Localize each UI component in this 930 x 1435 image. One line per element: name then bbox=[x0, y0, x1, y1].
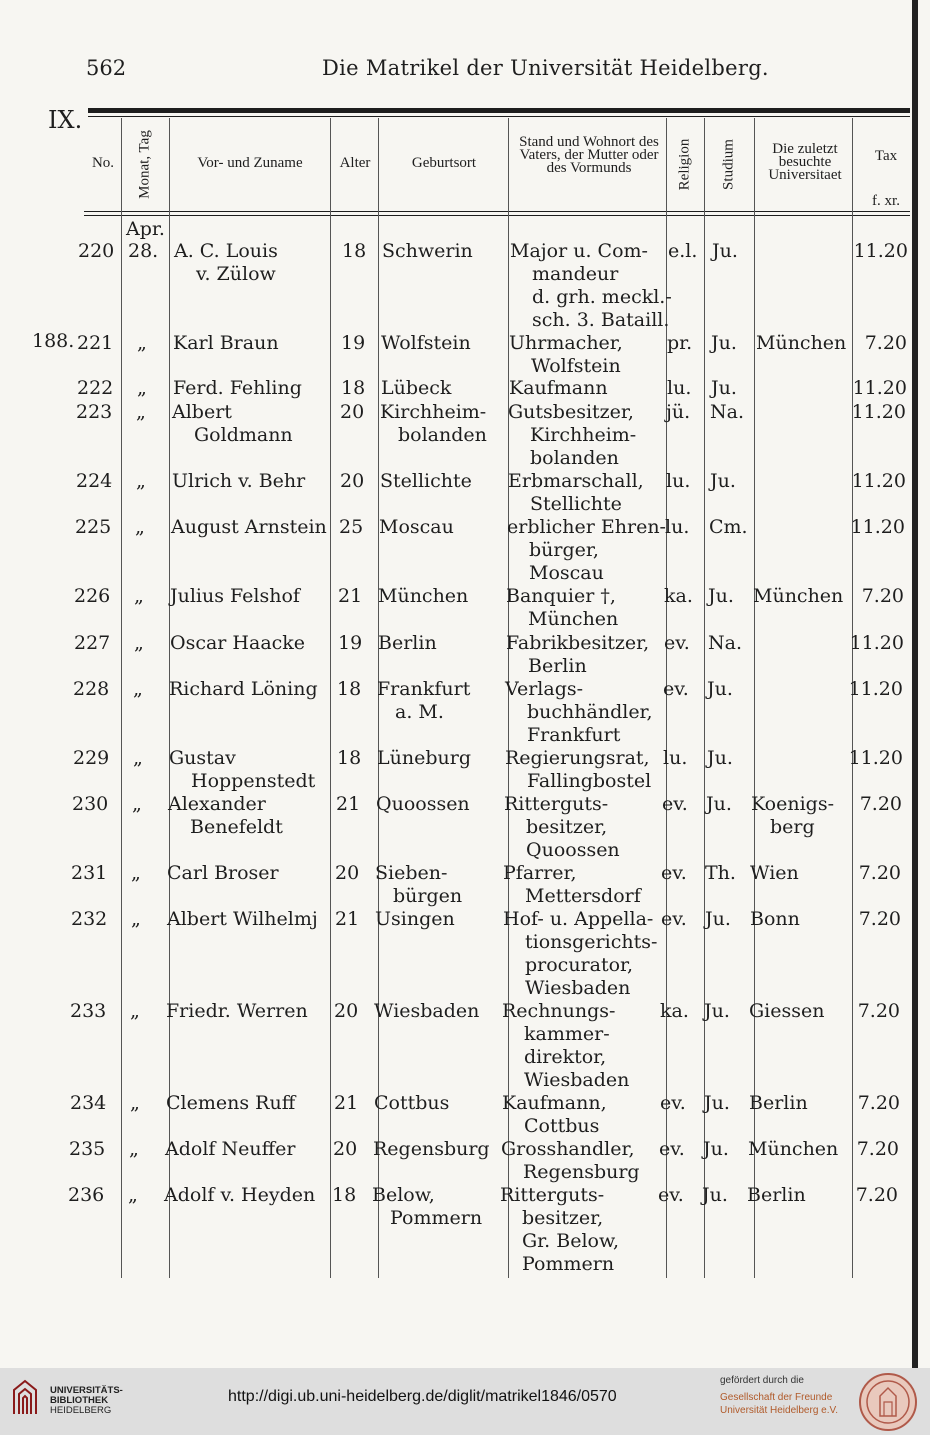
entry-name: Benefeldt bbox=[190, 816, 283, 838]
top-rule bbox=[88, 108, 910, 113]
entry-age: 20 bbox=[333, 1138, 358, 1160]
entry-number: 223 bbox=[76, 401, 113, 423]
entry-study: Th. bbox=[705, 862, 736, 884]
entry-age: 25 bbox=[339, 516, 364, 538]
entry-study: Na. bbox=[708, 632, 742, 654]
entry-number: 226 bbox=[74, 585, 111, 607]
entry-name: Goldmann bbox=[194, 424, 293, 446]
entry-last-university: Berlin bbox=[747, 1184, 806, 1206]
entry-number: 228 bbox=[73, 678, 110, 700]
header-rule-thin bbox=[84, 215, 910, 216]
entry-number: 235 bbox=[69, 1138, 106, 1160]
entry-parent-status: München bbox=[528, 608, 619, 630]
entry-parent-status: Cottbus bbox=[524, 1115, 600, 1137]
entry-age: 18 bbox=[342, 240, 367, 262]
entry-parent-status: Kaufmann bbox=[509, 377, 608, 399]
entry-study: Ju. bbox=[702, 1184, 728, 1206]
entry-study: Ju. bbox=[704, 1092, 730, 1114]
entry-parent-status: erblicher Ehren- bbox=[507, 516, 666, 538]
entry-parent-status: Stellichte bbox=[530, 493, 622, 515]
entry-tax: 11.20 bbox=[849, 632, 904, 654]
entry-birthplace: Berlin bbox=[378, 632, 437, 654]
month-label: Apr. bbox=[126, 218, 165, 240]
header-status: Stand und Wohnort des Vaters, der Mutter oder des Vormunds bbox=[519, 134, 659, 176]
entry-tax: 11.20 bbox=[852, 377, 907, 399]
header-name: Vor- und Zuname bbox=[197, 155, 303, 171]
entry-number: 236 bbox=[68, 1184, 105, 1206]
entry-day: „ bbox=[129, 1138, 139, 1160]
entry-age: 20 bbox=[340, 401, 365, 423]
entry-study: Ju. bbox=[712, 240, 738, 262]
library-name-line: BIBLIOTHEK bbox=[50, 1395, 109, 1406]
entry-parent-status: Mettersdorf bbox=[525, 885, 641, 907]
entry-day: „ bbox=[131, 862, 141, 884]
entry-tax: 11.20 bbox=[853, 240, 908, 262]
entry-parent-status: Verlags- bbox=[505, 678, 584, 700]
entry-religion: ka. bbox=[660, 1000, 689, 1022]
sponsor-org-line: Universität Heidelberg e.V. bbox=[720, 1405, 839, 1416]
entry-parent-status: tionsgerichts- bbox=[525, 931, 658, 953]
entry-number: 227 bbox=[74, 632, 111, 654]
entry-parent-status: Wiesbaden bbox=[525, 977, 631, 999]
entry-birthplace: a. M. bbox=[395, 701, 444, 723]
entry-parent-status: d. grh. meckl.- bbox=[532, 286, 672, 308]
entry-parent-status: besitzer, bbox=[522, 1207, 604, 1229]
entry-study: Ju. bbox=[711, 377, 737, 399]
entry-number: 220 bbox=[78, 240, 115, 262]
entry-birthplace: bolanden bbox=[398, 424, 487, 446]
entry-religion: lu. bbox=[667, 377, 692, 399]
entry-parent-status: Regensburg bbox=[523, 1161, 640, 1183]
entry-birthplace: Quoossen bbox=[376, 793, 470, 815]
entry-religion: pr. bbox=[667, 332, 693, 354]
entry-tax: 7.20 bbox=[859, 793, 902, 815]
sponsor-org-line: Gesellschaft der Freunde bbox=[720, 1392, 833, 1403]
entry-birthplace: Lübeck bbox=[381, 377, 452, 399]
entry-number: 231 bbox=[71, 862, 108, 884]
entry-tax: 7.20 bbox=[858, 862, 901, 884]
entry-age: 19 bbox=[338, 632, 363, 654]
header-no: No. bbox=[91, 155, 115, 171]
entry-day: „ bbox=[133, 678, 143, 700]
entry-religion: ka. bbox=[664, 585, 693, 607]
entry-tax: 7.20 bbox=[858, 908, 901, 930]
entry-age: 21 bbox=[334, 1092, 359, 1114]
entry-day: „ bbox=[136, 470, 146, 492]
header-study: Studium bbox=[720, 139, 737, 190]
entry-birthplace: Wiesbaden bbox=[374, 1000, 480, 1022]
entry-name: Ulrich v. Behr bbox=[172, 470, 306, 492]
entry-number: 229 bbox=[73, 747, 110, 769]
header-religion: Religion bbox=[676, 138, 693, 191]
entry-parent-status: bürger, bbox=[529, 539, 599, 561]
entry-number: 225 bbox=[75, 516, 112, 538]
margin-note: 188. bbox=[32, 330, 75, 352]
entry-age: 18 bbox=[337, 747, 362, 769]
entry-religion: ev. bbox=[662, 793, 688, 815]
entry-study: Na. bbox=[710, 401, 744, 423]
entry-last-university: Wien bbox=[750, 862, 799, 884]
entry-tax: 7.20 bbox=[855, 1184, 898, 1206]
column-divider bbox=[330, 118, 331, 1278]
entry-day: 28. bbox=[128, 240, 159, 262]
entry-religion: ev. bbox=[661, 862, 687, 884]
entry-parent-status: Gr. Below, bbox=[522, 1230, 620, 1252]
entry-parent-status: besitzer, bbox=[526, 816, 608, 838]
library-name-line: UNIVERSITÄTS- bbox=[50, 1385, 123, 1396]
entry-number: 234 bbox=[70, 1092, 107, 1114]
entry-study: Ju. bbox=[707, 678, 733, 700]
entry-name: Friedr. Werren bbox=[166, 1000, 308, 1022]
entry-religion: e.l. bbox=[668, 240, 698, 262]
entry-study: Ju. bbox=[703, 1138, 729, 1160]
entry-name: Richard Löning bbox=[169, 678, 318, 700]
top-rule-thin bbox=[88, 116, 910, 117]
page-number: 562 bbox=[86, 56, 127, 80]
entry-day: „ bbox=[130, 1000, 140, 1022]
entry-study: Ju. bbox=[707, 747, 733, 769]
entry-last-university: München bbox=[748, 1138, 839, 1160]
entry-name: Albert bbox=[172, 401, 232, 423]
entry-study: Ju. bbox=[704, 1000, 730, 1022]
entry-tax: 11.20 bbox=[851, 470, 906, 492]
entry-name: Adolf Neuffer bbox=[165, 1138, 296, 1160]
entry-last-university: Koenigs- bbox=[751, 793, 835, 815]
entry-parent-status: Ritterguts- bbox=[504, 793, 609, 815]
entry-parent-status: Erbmarschall, bbox=[508, 470, 644, 492]
entry-number: 233 bbox=[70, 1000, 107, 1022]
entry-study: Ju. bbox=[710, 470, 736, 492]
entry-day: „ bbox=[137, 332, 147, 354]
entry-name: August Arnstein bbox=[171, 516, 327, 538]
entry-birthplace: Wolfstein bbox=[381, 332, 471, 354]
entry-parent-status: Quoossen bbox=[526, 839, 620, 861]
entry-parent-status: Major u. Com- bbox=[510, 240, 648, 262]
entry-parent-status: direktor, bbox=[524, 1046, 607, 1068]
entry-religion: ev. bbox=[659, 1138, 685, 1160]
entry-parent-status: Uhrmacher, bbox=[509, 332, 623, 354]
entry-name: Ferd. Fehling bbox=[173, 377, 302, 399]
entry-birthplace: Kirchheim- bbox=[380, 401, 487, 423]
entry-last-university: Giessen bbox=[749, 1000, 825, 1022]
entry-name: v. Zülow bbox=[196, 263, 276, 285]
section-marker: IX. bbox=[48, 106, 83, 134]
entry-parent-status: mandeur bbox=[532, 263, 619, 285]
entry-parent-status: Gutsbesitzer, bbox=[508, 401, 634, 423]
entry-age: 21 bbox=[338, 585, 363, 607]
entry-parent-status: procurator, bbox=[525, 954, 634, 976]
entry-day: „ bbox=[133, 747, 143, 769]
entry-age: 21 bbox=[336, 793, 361, 815]
entry-birthplace: Cottbus bbox=[374, 1092, 450, 1114]
sponsor-label: gefördert durch die bbox=[720, 1375, 804, 1386]
entry-parent-status: Fabrikbesitzer, bbox=[506, 632, 650, 654]
entry-parent-status: Regierungsrat, bbox=[505, 747, 650, 769]
entry-religion: ev. bbox=[658, 1184, 684, 1206]
entry-birthplace: Regensburg bbox=[373, 1138, 490, 1160]
entry-name: Alexander bbox=[168, 793, 266, 815]
entry-religion: lu. bbox=[665, 516, 690, 538]
header-age: Alter bbox=[339, 155, 371, 171]
entry-number: 232 bbox=[71, 908, 108, 930]
entry-study: Cm. bbox=[709, 516, 748, 538]
entry-parent-status: bolanden bbox=[530, 447, 619, 469]
entry-last-university: berg bbox=[770, 816, 815, 838]
entry-age: 20 bbox=[334, 1000, 359, 1022]
entry-number: 224 bbox=[76, 470, 113, 492]
entry-tax: 7.20 bbox=[861, 585, 904, 607]
entry-day: „ bbox=[131, 908, 141, 930]
entry-tax: 7.20 bbox=[857, 1000, 900, 1022]
entry-last-university: Bonn bbox=[750, 908, 800, 930]
entry-name: Adolf v. Heyden bbox=[164, 1184, 316, 1206]
entry-parent-status: kammer- bbox=[524, 1023, 610, 1045]
sponsor-block bbox=[720, 1374, 838, 1417]
entry-parent-status: buchhändler, bbox=[527, 701, 653, 723]
university-seal-icon bbox=[858, 1372, 918, 1432]
entry-religion: ev. bbox=[664, 632, 690, 654]
entry-age: 21 bbox=[335, 908, 360, 930]
entry-religion: lu. bbox=[666, 470, 691, 492]
entry-birthplace: München bbox=[378, 585, 469, 607]
entry-religion: ev. bbox=[663, 678, 689, 700]
entry-parent-status: Frankfurt bbox=[527, 724, 621, 746]
entry-birthplace: Pommern bbox=[390, 1207, 483, 1229]
entry-religion: ev. bbox=[661, 908, 687, 930]
column-divider bbox=[121, 118, 122, 1278]
entry-number: 230 bbox=[72, 793, 109, 815]
entry-study: Ju. bbox=[711, 332, 737, 354]
entry-parent-status: Hof- u. Appella- bbox=[503, 908, 654, 930]
entry-birthplace: bürgen bbox=[393, 885, 463, 907]
entry-day: „ bbox=[134, 585, 144, 607]
entry-tax: 7.20 bbox=[864, 332, 907, 354]
entry-parent-status: Ritterguts- bbox=[500, 1184, 605, 1206]
entry-day: „ bbox=[132, 793, 142, 815]
header-birthplace: Geburtsort bbox=[411, 155, 477, 171]
entry-tax: 7.20 bbox=[857, 1092, 900, 1114]
entry-religion: lu. bbox=[663, 747, 688, 769]
entry-age: 18 bbox=[332, 1184, 357, 1206]
entry-parent-status: Rechnungs- bbox=[502, 1000, 616, 1022]
entry-parent-status: Banquier †, bbox=[506, 585, 616, 607]
entry-name: Karl Braun bbox=[173, 332, 279, 354]
entry-tax: 7.20 bbox=[856, 1138, 899, 1160]
entry-day: „ bbox=[137, 377, 147, 399]
header-tax-unit: f. xr. bbox=[872, 193, 900, 209]
entry-last-university: München bbox=[756, 332, 847, 354]
entry-day: „ bbox=[136, 401, 146, 423]
entry-last-university: München bbox=[753, 585, 844, 607]
entry-tax: 11.20 bbox=[851, 401, 906, 423]
entry-parent-status: Kirchheim- bbox=[530, 424, 637, 446]
entry-name: Clemens Ruff bbox=[166, 1092, 296, 1114]
entry-number: 221 bbox=[77, 332, 114, 354]
header-month-day: Monat, Tag bbox=[136, 130, 153, 199]
entry-birthplace: Lüneburg bbox=[377, 747, 471, 769]
header-rule bbox=[84, 211, 910, 212]
entry-study: Ju. bbox=[705, 908, 731, 930]
entry-birthplace: Sieben- bbox=[375, 862, 448, 884]
entry-birthplace: Below, bbox=[372, 1184, 435, 1206]
entry-name: Albert Wilhelmj bbox=[167, 908, 318, 930]
entry-birthplace: Schwerin bbox=[382, 240, 473, 262]
library-name bbox=[50, 1386, 123, 1416]
entry-tax: 11.20 bbox=[850, 516, 905, 538]
entry-age: 20 bbox=[335, 862, 360, 884]
entry-parent-status: Wiesbaden bbox=[524, 1069, 630, 1091]
entry-religion: ev. bbox=[660, 1092, 686, 1114]
entry-day: „ bbox=[128, 1184, 138, 1206]
entry-age: 19 bbox=[341, 332, 366, 354]
entry-name: A. C. Louis bbox=[174, 240, 278, 262]
header-last-university: Die zuletzt besuchte Universitaet bbox=[768, 141, 842, 183]
source-url[interactable]: http://digi.ub.uni-heidelberg.de/diglit/matrikel1846/0570 bbox=[228, 1388, 617, 1405]
entry-parent-status: Grosshandler, bbox=[501, 1138, 635, 1160]
entry-number: 222 bbox=[77, 377, 114, 399]
entry-name: Oscar Haacke bbox=[170, 632, 306, 654]
entry-parent-status: sch. 3. Bataill. bbox=[532, 309, 670, 331]
entry-age: 18 bbox=[341, 377, 366, 399]
entry-parent-status: Pommern bbox=[522, 1253, 615, 1275]
entry-parent-status: Kaufmann, bbox=[502, 1092, 607, 1114]
entry-study: Ju. bbox=[706, 793, 732, 815]
entry-birthplace: Frankfurt bbox=[377, 678, 471, 700]
entry-parent-status: Wolfstein bbox=[531, 355, 621, 377]
entry-parent-status: Moscau bbox=[529, 562, 604, 584]
entry-birthplace: Usingen bbox=[375, 908, 455, 930]
entry-name: Hoppenstedt bbox=[191, 770, 316, 792]
entry-study: Ju. bbox=[708, 585, 734, 607]
entry-birthplace: Moscau bbox=[379, 516, 454, 538]
entry-parent-status: Pfarrer, bbox=[503, 862, 577, 884]
entry-day: „ bbox=[130, 1092, 140, 1114]
library-name-line: HEIDELBERG bbox=[50, 1405, 112, 1416]
entry-parent-status: Berlin bbox=[528, 655, 587, 677]
entry-day: „ bbox=[135, 516, 145, 538]
entry-tax: 11.20 bbox=[848, 678, 903, 700]
entry-parent-status: Fallingbostel bbox=[527, 770, 652, 792]
entry-last-university: Berlin bbox=[749, 1092, 808, 1114]
running-title: Die Matrikel der Universität Heidelberg. bbox=[322, 56, 769, 80]
entry-religion: jü. bbox=[666, 401, 691, 423]
entry-birthplace: Stellichte bbox=[380, 470, 472, 492]
entry-name: Julius Felshof bbox=[170, 585, 300, 607]
entry-age: 20 bbox=[340, 470, 365, 492]
header-tax: Tax bbox=[874, 148, 898, 164]
entry-tax: 11.20 bbox=[848, 747, 903, 769]
library-logo-icon bbox=[10, 1378, 40, 1416]
entry-name: Gustav bbox=[169, 747, 236, 769]
entry-name: Carl Broser bbox=[167, 862, 279, 884]
entry-day: „ bbox=[134, 632, 144, 654]
entry-age: 18 bbox=[337, 678, 362, 700]
